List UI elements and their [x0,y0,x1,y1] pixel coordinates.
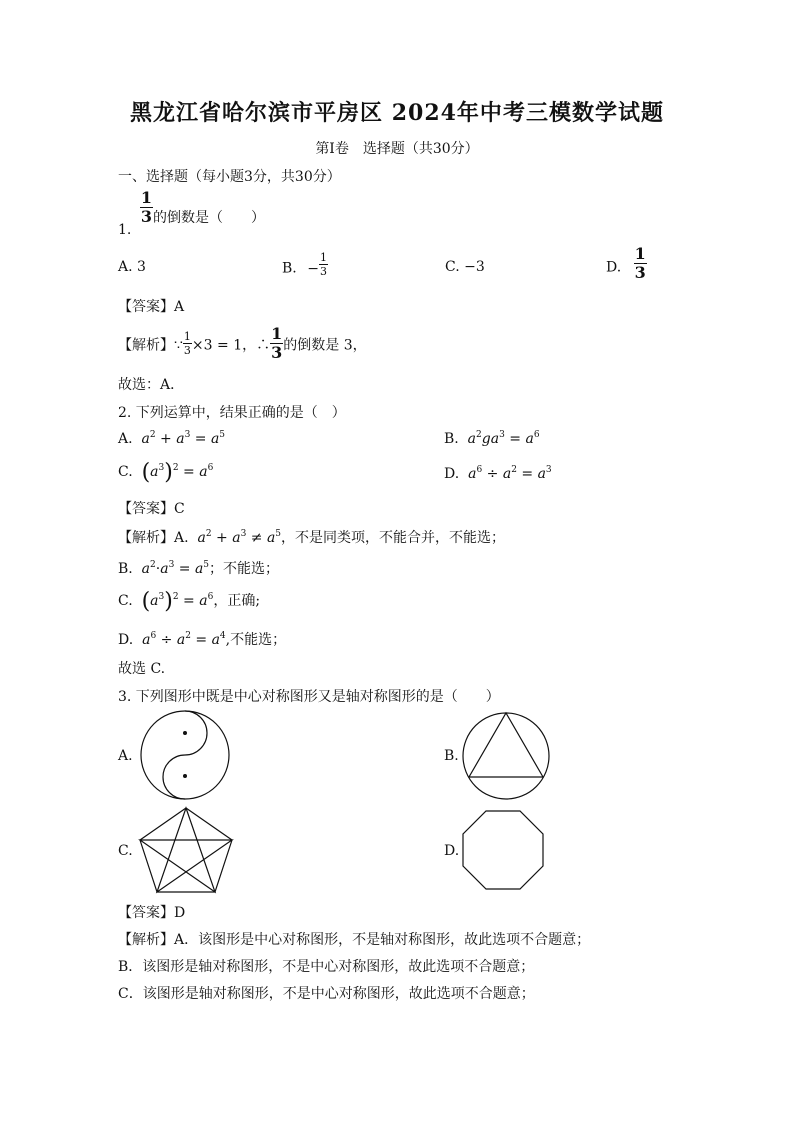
exponent: 6 [476,465,483,475]
var-a: a [199,464,208,480]
var-a: a [160,561,169,577]
exponent: 2 [150,560,156,570]
exponent: 2 [172,463,179,473]
exponent: 5 [275,529,282,539]
exponent: 3 [168,560,175,570]
var-a: a [537,466,546,482]
q3-answer: 【答案】D [118,905,186,921]
q2-option-a-label: A. [118,431,133,447]
exponent: 3 [184,430,191,440]
right-paren: ) [164,460,173,485]
fraction-denominator: 3 [319,265,327,278]
exponent: 4 [219,631,226,641]
q1-option-a: A. 3 [118,259,146,275]
var-a: a [467,431,477,447]
var-a: a [232,530,241,546]
q2-option-d [444,466,552,482]
exponent: 3 [499,430,505,440]
exponent: 3 [158,463,165,473]
q1-analysis-conclusion: 的倒数是 3， [283,337,367,354]
q1-option-b-label: B. [282,260,297,277]
exponent: 6 [207,463,214,473]
q3-option-b-label: B. [444,748,459,764]
fraction-numerator: 1 [634,244,646,263]
q2-answer: 【答案】C [118,501,185,517]
q2-option-a [118,431,225,447]
exponent: 6 [150,631,157,641]
var-a: a [502,466,512,482]
fraction-denominator: 3 [140,207,152,226]
var-a: a [197,530,206,546]
exponent: 2 [185,631,191,641]
fraction-denominator: 3 [183,344,191,357]
exponent: 2 [172,592,179,602]
fraction-numerator: 1 [140,188,152,207]
equals-sign: = [178,561,191,577]
exponent: 2 [149,430,156,440]
dot-sign: · [155,561,161,577]
q2-option-c-label: C. [118,464,133,480]
q1-option-d [606,246,647,281]
q1-choice: 故选：A． [118,377,185,393]
q2-analysis-b-note: ；不能选； [209,561,280,577]
q1-analysis-product: ×3 = 1，∴ [191,337,271,354]
q3-analysis-b: B．该图形是轴对称图形，不是中心对称图形，故此选项不合题意； [118,959,535,975]
q2-analysis-b-label: B. [118,561,133,577]
garbled-dot-glyph: g [481,431,491,447]
var-a: a [211,632,220,648]
var-a: a [266,530,276,546]
left-paren: ( [141,589,151,614]
q2-option-b-label: B. [444,431,459,447]
q2-analysis-c [118,590,260,613]
exponent: 3 [158,592,165,602]
yin-yang-figure [140,710,230,800]
exponent: 3 [240,529,247,539]
q2-option-d-label: D. [444,466,460,482]
var-a: a [141,561,151,577]
divide-sign: ÷ [160,632,173,648]
exponent: 6 [533,430,540,440]
q2-analysis-b [118,558,279,578]
var-a: a [490,431,500,447]
section-header: 第I卷 选择题（共30分） [315,141,479,157]
q3-option-a-label: A. [118,748,133,764]
right-paren: ) [164,589,173,614]
q2-analysis-d-label: D. [118,632,134,648]
q2-analysis-d-note: ,不能选； [225,632,287,648]
equals-sign: = [183,593,195,609]
page-title: 黑龙江省哈尔滨市平房区 2024年中考三模数学试题 [130,100,664,126]
var-a: a [468,466,477,482]
fraction-numerator: 1 [319,251,327,264]
exponent: 5 [203,560,210,570]
q3-option-d-label: D. [444,843,460,859]
q2-choice: 故选 C. [118,661,166,677]
q1-option-b-fraction [319,252,328,277]
question-1-number: 1. [118,221,132,238]
fraction-denominator: 3 [634,263,646,282]
q1-answer: 【答案】A [118,299,185,315]
var-a: a [176,632,186,648]
q2-analysis-c-label: C. [118,593,133,609]
var-a: a [150,464,159,480]
q2-analysis-c-note: ，正确; [213,593,261,609]
exponent: 6 [207,592,214,602]
analysis-label: 【解析】 [118,337,174,354]
part-one-heading: 一、选择题（每小题3分，共30分） [118,169,341,185]
var-a: a [150,593,159,609]
fraction-denominator: 3 [271,343,283,362]
q2-analysis-d [118,629,286,649]
equals-sign: = [509,431,521,447]
var-a: a [525,431,534,447]
equals-sign: = [183,464,195,480]
equals-sign: = [521,466,534,482]
analysis-label: 【解析】A. [118,530,189,546]
equals-sign: = [195,632,208,648]
left-paren: ( [141,460,151,485]
octagon-figure [462,810,544,890]
var-a: a [199,593,208,609]
q1-option-d-label: D. [606,259,622,276]
pentagon-star-figure [138,806,234,894]
q3-analysis-c: C．该图形是轴对称图形，不是中心对称图形，故此选项不合题意； [118,986,535,1002]
exponent: 2 [511,465,517,475]
q1-option-b [282,252,328,277]
q1-analysis-fraction-1 [183,331,192,356]
q1-option-c: C. −3 [445,259,485,275]
var-a: a [142,632,151,648]
because-symbol: ∵ [174,337,183,354]
fraction-numerator: 1 [271,324,283,343]
not-equal-sign: ≠ [250,530,263,546]
exponent: 5 [219,430,226,440]
q2-option-b [444,431,540,447]
exponent: 2 [205,529,212,539]
fraction-numerator: 1 [183,330,191,343]
var-a: a [176,431,185,447]
q1-option-d-fraction [634,246,647,281]
var-a: a [194,561,204,577]
question-3-stem: 3. 下列图形中既是中心对称图形又是轴对称图形的是（ ） [118,689,500,705]
exponent: 3 [545,465,552,475]
exponent: 2 [476,430,482,440]
question-1 [118,190,265,238]
q3-analysis-a: 【解析】A．该图形是中心对称图形，不是轴对称图形，故此选项不合题意； [118,932,591,948]
equals-sign: = [194,431,207,447]
minus-sign: − [307,260,319,277]
q1-analysis-fraction-2 [270,326,283,361]
circle-triangle-figure [462,712,550,800]
q1-analysis [118,326,367,361]
question-1-stem: 的倒数是（ ） [152,209,265,226]
q2-analysis-a-note: ，不是同类项，不能合并，不能选； [281,530,506,546]
plus-sign: + [160,431,172,447]
divide-sign: ÷ [486,466,499,482]
q2-option-c [118,462,213,484]
question-2-stem: 2. 下列运算中，结果正确的是（ ） [118,405,346,421]
plus-sign: + [216,530,228,546]
var-a: a [141,431,150,447]
question-1-fraction [140,190,153,225]
q3-option-c-label: C. [118,843,133,859]
q2-analysis-a [118,527,505,547]
var-a: a [210,431,220,447]
